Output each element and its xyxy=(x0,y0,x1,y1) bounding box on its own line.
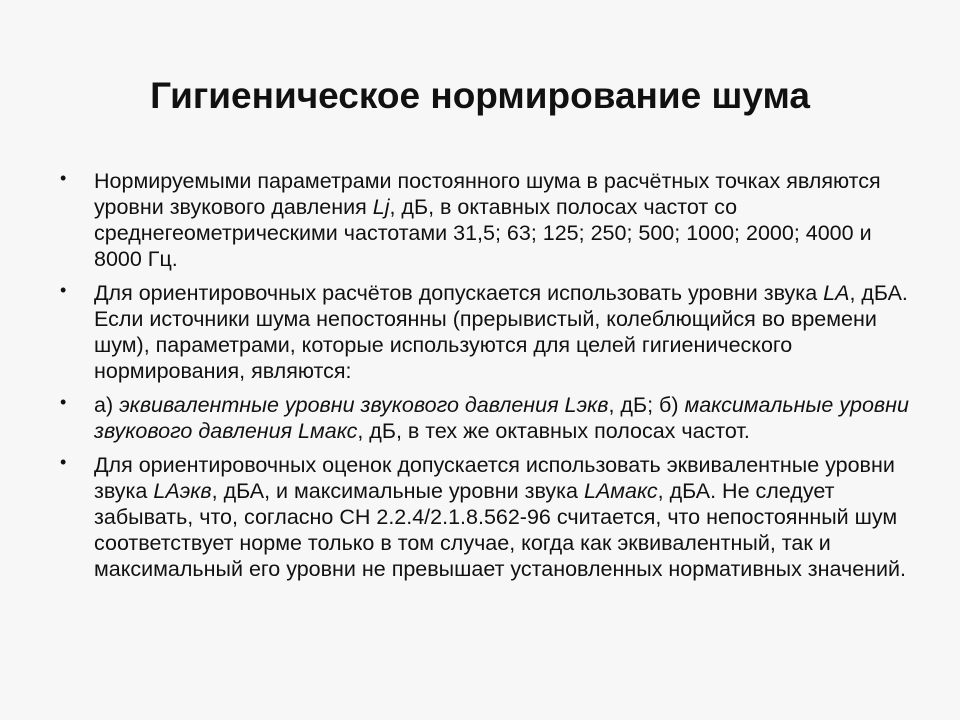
text-run: а) xyxy=(94,393,120,417)
bullet-text xyxy=(94,281,908,383)
italic-term: эквивалентные уровни звукового давления Lэкв xyxy=(119,393,609,417)
text-run: , дБ, в октавных полосах частот со среднегеометрическими частотами 31,5; 63; 125; 250; 500; 1000; 2000; 4000 и 8000 Гц. xyxy=(94,195,872,271)
text-run: Нормируемыми параметрами постоянного шума в расчётных точках являются уровни звукового давления xyxy=(94,169,881,219)
text-run: , дБ; б) xyxy=(608,393,685,417)
bullet-list xyxy=(60,168,910,590)
text-run: , дБ, в тех же октавных полосах частот. xyxy=(357,419,750,443)
text-run: , дБА. Не следует забывать, что, согласно СН 2.2.4/2.1.8.562-96 считается, что непостоянный шум соответствует норме только в том случае, когда как эквивалентный, так и максимальный его уровни не превышает установленных нормативных значений. xyxy=(94,479,907,581)
text-run: Для ориентировочных расчётов допускается использовать уровни звука xyxy=(94,281,824,305)
text-run: Для ориентировочных оценок допускается использовать эквивалентные уровни звука xyxy=(94,453,895,503)
text-run: , дБА, и максимальные уровни звука xyxy=(211,479,584,503)
bullet-dot: • xyxy=(60,452,67,472)
bullet-dot: • xyxy=(60,280,67,300)
bullet-item xyxy=(60,392,910,444)
bullet-item xyxy=(60,168,910,272)
bullet-text xyxy=(94,393,909,443)
italic-term: Lj xyxy=(372,195,390,219)
bullet-dot: • xyxy=(60,392,67,412)
bullet-text xyxy=(94,169,881,271)
slide-title: Гигиеническое нормирование шума xyxy=(150,75,810,116)
bullet-dot: • xyxy=(60,168,67,188)
text-run: , дБА. Если источники шума непостоянны (прерывистый, колеблющийся во времени шум), параметрами, которые используются для целей гигиенического нормирования, являются: xyxy=(94,281,908,383)
bullet-item xyxy=(60,280,910,384)
italic-term: LAмакс xyxy=(583,479,658,503)
italic-term: LAэкв xyxy=(153,479,212,503)
bullet-item xyxy=(60,452,910,582)
bullet-text xyxy=(94,453,906,581)
italic-term: максимальные уровни звукового давления Lмакс xyxy=(94,393,909,443)
italic-term: LA xyxy=(823,281,850,305)
